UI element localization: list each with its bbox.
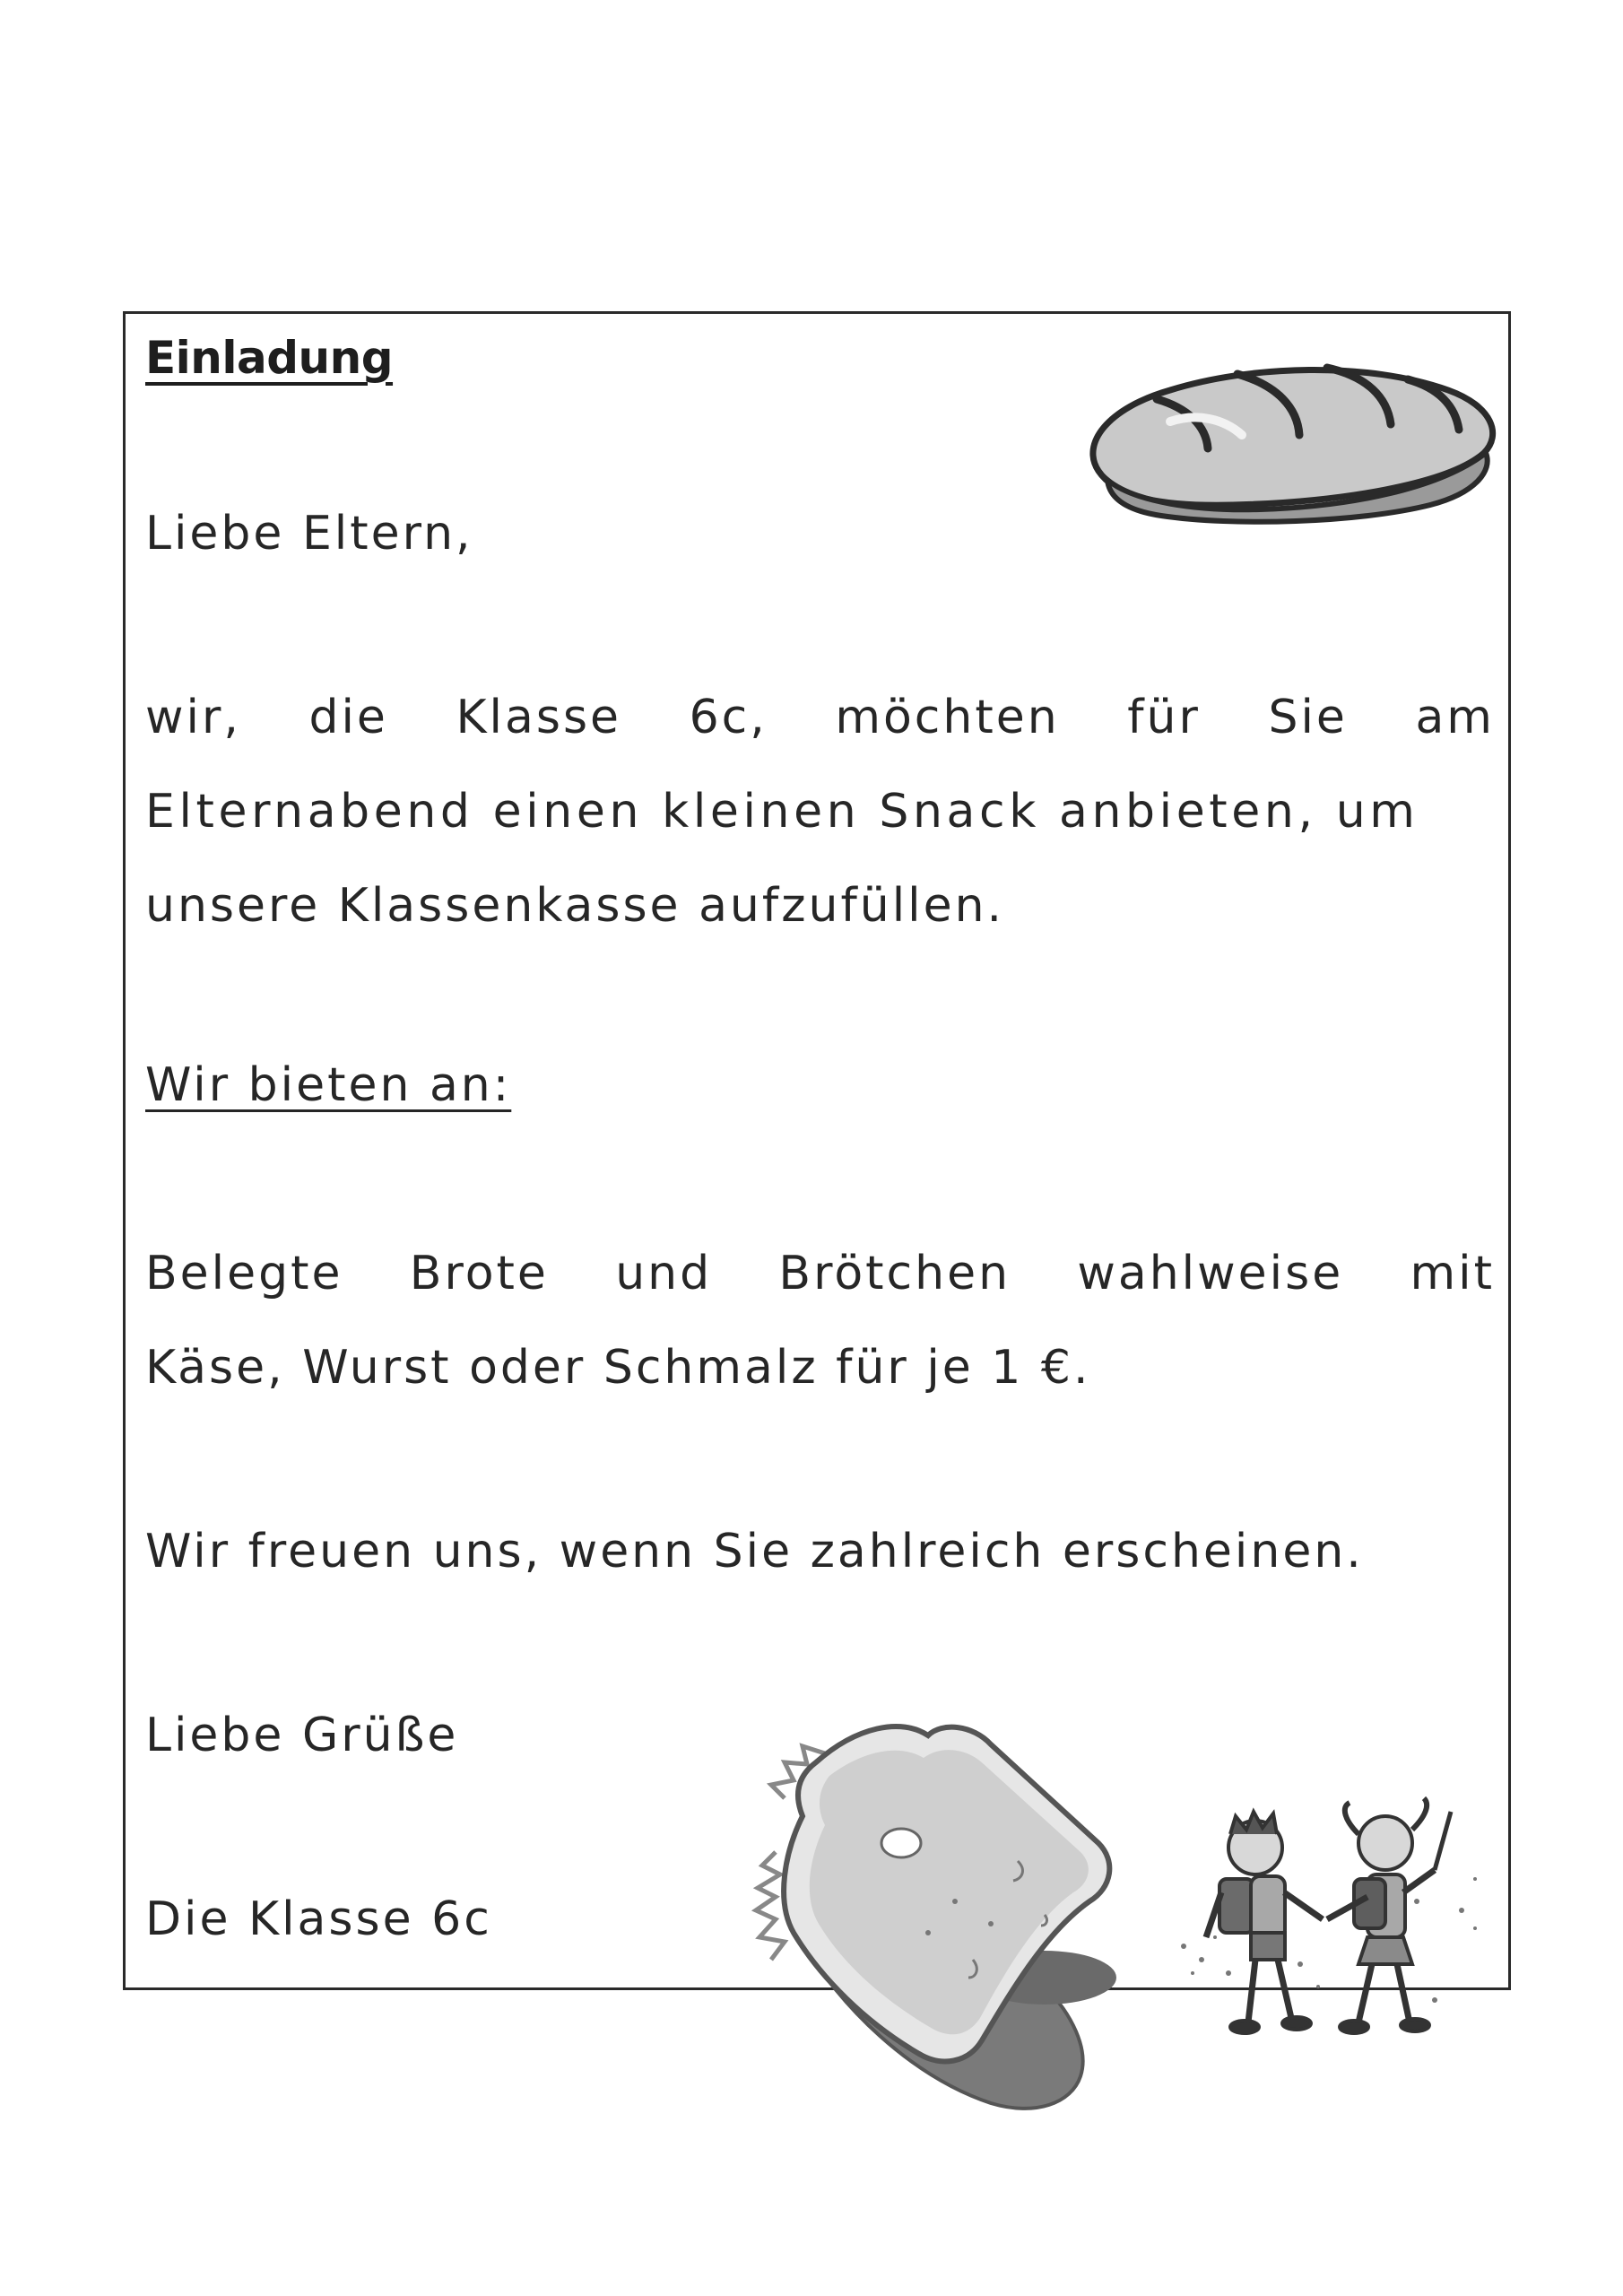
closing-text: Wir freuen uns, wenn Sie zahlreich erscheinen. xyxy=(145,1525,1364,1578)
word: Belegte xyxy=(145,1247,343,1300)
school-children-icon xyxy=(1166,1794,1506,2049)
intro-line-1 xyxy=(145,691,1495,744)
sandwich-icon xyxy=(749,1709,1143,2130)
word: mit xyxy=(1410,1247,1495,1300)
bread-loaf-icon xyxy=(1072,336,1511,543)
word: am xyxy=(1415,691,1495,744)
greeting-text: Liebe Eltern, xyxy=(145,507,473,561)
offer-heading: Wir bieten an: xyxy=(145,1058,512,1112)
offer-line-1 xyxy=(145,1247,1495,1300)
word: Klasse xyxy=(456,691,622,744)
word: möchten xyxy=(835,691,1060,744)
word: Brote xyxy=(409,1247,549,1300)
word: 6c, xyxy=(689,691,768,744)
word: Brötchen xyxy=(778,1247,1011,1300)
invitation-heading: Einladung xyxy=(145,332,394,384)
word: die xyxy=(308,691,388,744)
word: Sie xyxy=(1268,691,1348,744)
intro-line-3: unsere Klassenkasse aufzufüllen. xyxy=(145,879,1005,933)
word: für xyxy=(1127,691,1201,744)
regards-text: Liebe Grüße xyxy=(145,1709,459,1762)
word: wahlweise xyxy=(1077,1247,1344,1300)
offer-line-2: Käse, Wurst oder Schmalz für je 1 €. xyxy=(145,1341,1091,1395)
word: wir, xyxy=(145,691,241,744)
signature-text: Die Klasse 6c xyxy=(145,1892,492,1946)
intro-line-2: Elternabend einen kleinen Snack anbieten, um xyxy=(145,785,1419,839)
word: und xyxy=(615,1247,713,1300)
